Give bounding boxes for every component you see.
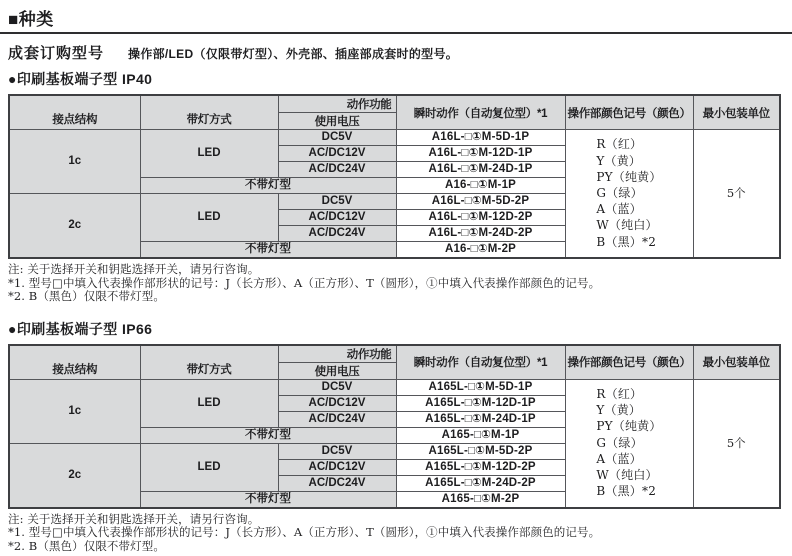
model-number-cell: A16-□①M-1P bbox=[396, 178, 565, 194]
note-line: 注: 关于选择开关和钥匙选择开关，请另行咨询。 bbox=[8, 262, 260, 276]
model-number-cell: A165L-□①M-24D-1P bbox=[396, 411, 565, 427]
section-ip66 bbox=[0, 315, 792, 554]
model-number-cell: A16L-□①M-24D-2P bbox=[396, 226, 565, 242]
voltage-cell: AC/DC24V bbox=[278, 226, 396, 242]
lighting-method-cell: LED bbox=[140, 130, 278, 178]
contact-structure-header: 接点结构 bbox=[9, 95, 140, 130]
min-package-header: 最小包装单位 bbox=[693, 95, 780, 130]
color-code-list bbox=[596, 136, 661, 249]
contact-structure-header: 接点结构 bbox=[9, 345, 140, 380]
lighting-method-cell: LED bbox=[140, 194, 278, 242]
model-number-cell: A165L-□①M-12D-1P bbox=[396, 395, 565, 411]
section-heading-ip40: ●印刷基板端子型 IP40 bbox=[8, 71, 153, 87]
min-package-cell: 5个 bbox=[693, 379, 780, 508]
color-code-list bbox=[596, 386, 661, 499]
ordering-header bbox=[0, 34, 792, 65]
voltage-cell: DC5V bbox=[278, 194, 396, 210]
color-code-item: G（绿） bbox=[596, 435, 643, 450]
note-star2: *2. B（黑色）仅限不带灯型。 bbox=[8, 289, 165, 303]
voltage-cell: AC/DC12V bbox=[278, 395, 396, 411]
voltage-cell: AC/DC12V bbox=[278, 210, 396, 226]
voltage-header: 使用电压 bbox=[278, 362, 396, 379]
min-package-cell: 5个 bbox=[693, 130, 780, 259]
color-code-item: B（黑）*2 bbox=[596, 484, 657, 499]
section-ip40 bbox=[0, 65, 792, 304]
voltage-cell: AC/DC24V bbox=[278, 475, 396, 491]
model-number-cell: A16L-□①M-24D-1P bbox=[396, 162, 565, 178]
ordering-description: 操作部/LED（仅限带灯型）、外壳部、插座部成套时的型号。 bbox=[128, 47, 459, 61]
color-code-header: 操作部颜色记号（颜色） bbox=[565, 345, 693, 380]
action-function-header: 动作功能 bbox=[278, 95, 396, 113]
ip66-spec-table bbox=[8, 344, 781, 509]
model-number-cell: A165L-□①M-5D-1P bbox=[396, 379, 565, 395]
unlit-type-cell: 不带灯型 bbox=[140, 491, 396, 508]
note-star1: *1. 型号□中填入代表操作部形状的记号：J（长方形）、A（正方形）、T（圆形），①中填入代表操作部颜色的记号。 bbox=[8, 525, 601, 539]
unlit-type-cell: 不带灯型 bbox=[140, 427, 396, 443]
note-star1: *1. 型号□中填入代表操作部形状的记号：J（长方形）、A（正方形）、T（圆形），①中填入代表操作部颜色的记号。 bbox=[8, 275, 601, 290]
color-code-item: B（黑）*2 bbox=[596, 234, 657, 249]
lighting-method-header: 带灯方式 bbox=[140, 95, 278, 130]
unlit-type-cell: 不带灯型 bbox=[140, 242, 396, 259]
model-number-cell: A165-□①M-2P bbox=[396, 491, 565, 508]
ordering-title: 成套订购型号 bbox=[8, 45, 105, 62]
model-number-cell: A16L-□①M-5D-1P bbox=[396, 130, 565, 146]
contact-structure-cell: 1c bbox=[9, 379, 140, 443]
color-code-item: Y（黄） bbox=[596, 403, 642, 418]
voltage-cell: AC/DC24V bbox=[278, 162, 396, 178]
color-code-item: R（红） bbox=[596, 386, 643, 401]
model-number-cell: A165-□①M-1P bbox=[396, 427, 565, 443]
min-package-header: 最小包装单位 bbox=[693, 345, 780, 380]
contact-structure-cell: 2c bbox=[9, 443, 140, 508]
model-number-cell: A165L-□①M-12D-2P bbox=[396, 459, 565, 475]
voltage-cell: AC/DC12V bbox=[278, 146, 396, 162]
action-function-header: 动作功能 bbox=[278, 345, 396, 363]
section-heading-ip66: ●印刷基板端子型 IP66 bbox=[8, 320, 153, 337]
lighting-method-cell: LED bbox=[140, 443, 278, 491]
contact-structure-cell: 2c bbox=[9, 194, 140, 259]
ip66-table-container bbox=[0, 344, 792, 509]
color-code-item: Y（黄） bbox=[596, 153, 642, 168]
lighting-method-header: 带灯方式 bbox=[140, 345, 278, 380]
notes-block-ip66 bbox=[8, 513, 784, 554]
model-number-cell: A16L-□①M-5D-2P bbox=[396, 194, 565, 210]
note-line: 注: 关于选择开关和钥匙选择开关，请另行咨询。 bbox=[8, 511, 260, 526]
model-number-cell: A16L-□①M-12D-2P bbox=[396, 210, 565, 226]
model-number-cell: A165L-□①M-24D-2P bbox=[396, 475, 565, 491]
page-title: ■种类 bbox=[8, 10, 54, 29]
notes-block-ip40 bbox=[8, 263, 784, 304]
color-code-item: A（蓝） bbox=[596, 451, 642, 466]
ip40-spec-table bbox=[8, 94, 781, 259]
color-code-item: PY（纯黄） bbox=[596, 419, 662, 434]
color-code-item: R（红） bbox=[596, 137, 643, 152]
color-code-item: W（纯白） bbox=[596, 218, 658, 233]
contact-structure-cell: 1c bbox=[9, 130, 140, 194]
color-codes-cell bbox=[565, 130, 693, 259]
color-code-item: PY（纯黄） bbox=[596, 169, 662, 184]
voltage-header: 使用电压 bbox=[278, 113, 396, 130]
voltage-cell: AC/DC12V bbox=[278, 459, 396, 475]
model-number-cell: A16-□①M-2P bbox=[396, 242, 565, 259]
color-code-item: G（绿） bbox=[596, 186, 643, 200]
color-codes-cell bbox=[565, 379, 693, 508]
color-code-item: W（纯白） bbox=[596, 467, 658, 482]
voltage-cell: AC/DC24V bbox=[278, 411, 396, 427]
momentary-action-header: 瞬时动作（自动复位型）*1 bbox=[396, 95, 565, 130]
voltage-cell: DC5V bbox=[278, 443, 396, 459]
unlit-type-cell: 不带灯型 bbox=[140, 178, 396, 194]
momentary-action-header: 瞬时动作（自动复位型）*1 bbox=[396, 345, 565, 380]
ip40-table-container bbox=[0, 94, 792, 259]
lighting-method-cell: LED bbox=[140, 379, 278, 427]
voltage-cell: DC5V bbox=[278, 130, 396, 146]
note-star2: *2. B（黑色）仅限不带灯型。 bbox=[8, 538, 165, 553]
color-code-header: 操作部颜色记号（颜色） bbox=[565, 95, 693, 130]
model-number-cell: A165L-□①M-5D-2P bbox=[396, 443, 565, 459]
model-number-cell: A16L-□①M-12D-1P bbox=[396, 146, 565, 162]
voltage-cell: DC5V bbox=[278, 379, 396, 395]
color-code-item: A（蓝） bbox=[596, 202, 642, 217]
